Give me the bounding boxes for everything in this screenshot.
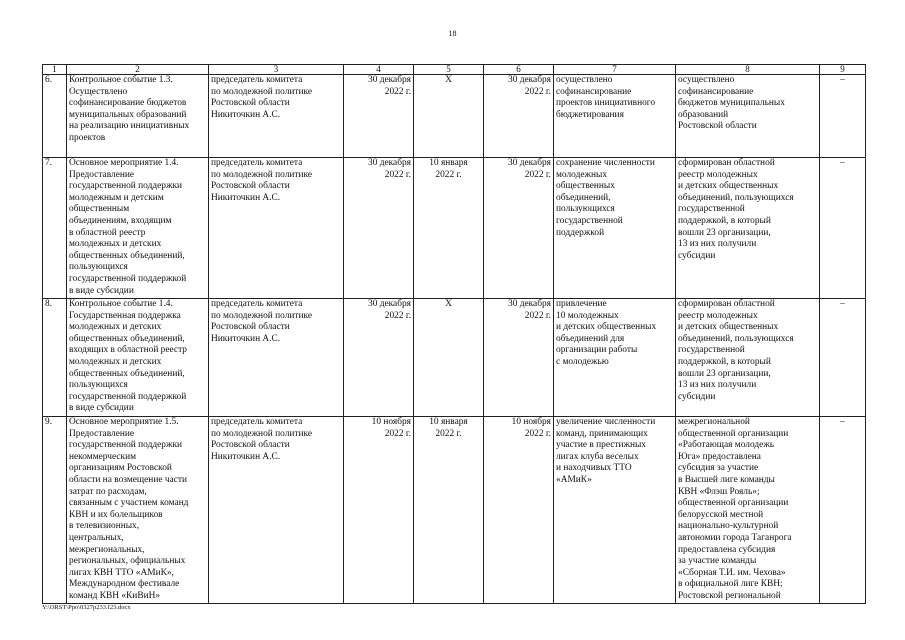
event-name: Контрольное событие 1.4. Государственная поддержка молодежных и детских общественных объединений, входящих в областной реестр молодежных и детских общественных объединений, пользующихся государственной поддержкой в виде субсидии xyxy=(67,299,209,417)
fact-start-date: X xyxy=(414,299,484,417)
col-header-9: 9 xyxy=(820,65,866,75)
responsible: председатель комитета по молодежной политике Ростовской области Никиточкин А.С. xyxy=(209,299,344,417)
planned-result: увеличение численности команд, принимающих участие в престижных лигах клуба веселых и находчивых ТТО «АМиК» xyxy=(554,417,676,604)
plan-end-date: 30 декабря 2022 г. xyxy=(344,158,414,299)
fact-end-date: 10 ноября 2022 г. xyxy=(484,417,554,604)
col-header-7: 7 xyxy=(554,65,676,75)
col-header-6: 6 xyxy=(484,65,554,75)
plan-end-date: 30 декабря 2022 г. xyxy=(344,299,414,417)
table-row xyxy=(43,75,866,158)
planned-result: привлечение 10 молодежных и детских общественных объединений для организации работы с молодежью xyxy=(554,299,676,417)
row-number: 9. xyxy=(43,417,67,604)
report-table xyxy=(42,64,866,604)
event-name: Основное мероприятие 1.5. Предоставление государственной поддержки некоммерческим организациям Ростовской области на возмещение части затрат по расходам, связанным с участием команд КВН и их болельщиков в телевизионных, центральных, межрегиональных, региональных, официальных лигах КВН ТТО «АМиК», Международном фестивале команд КВН «КиВиН» xyxy=(67,417,209,604)
problems: – xyxy=(820,158,866,299)
page-number: 18 xyxy=(448,29,457,38)
actual-result: межрегиональной общественной организации «Работающая молодежь Юга» предоставлена субсидия за участие в Высшей лиге команды КВН «Флэш Рояль»; общественной организации белорусской местной национально-культурной автономии города Таганрога предоставлена субсидия за участие команды «Сборная Т.И. им. Чехова» в официальной лиге КВН; Ростовской региональной xyxy=(676,417,820,604)
table-row xyxy=(43,299,866,417)
fact-end-date: 30 декабря 2022 г. xyxy=(484,299,554,417)
fact-start-date: 10 января 2022 г. xyxy=(414,158,484,299)
row-number: 7. xyxy=(43,158,67,299)
fact-start-date: X xyxy=(414,75,484,158)
col-header-4: 4 xyxy=(344,65,414,75)
plan-end-date: 30 декабря 2022 г. xyxy=(344,75,414,158)
event-name: Контрольное событие 1.3. Осуществлено софинансирование бюджетов муниципальных образований на реализацию инициативных проектов xyxy=(67,75,209,158)
responsible: председатель комитета по молодежной политике Ростовской области Никиточкин А.С. xyxy=(209,75,344,158)
planned-result: сохранение численности молодежных общественных объединений, пользующихся государственной поддержкой xyxy=(554,158,676,299)
table-row xyxy=(43,417,866,604)
col-header-5: 5 xyxy=(414,65,484,75)
problems: – xyxy=(820,417,866,604)
col-header-1: 1 xyxy=(43,65,67,75)
problems: – xyxy=(820,299,866,417)
actual-result: сформирован областной реестр молодежных и детских общественных объединений, пользующихся государственной поддержкой, в который вошли 23 организации, 13 из них получили субсидии xyxy=(676,299,820,417)
actual-result: осуществлено софинансирование бюджетов муниципальных образований Ростовской области xyxy=(676,75,820,158)
event-name: Основное мероприятие 1.4. Предоставление государственной поддержки молодежным и детским общественным объединениям, входящим в областной реестр молодежных и детских общественных объединений, пользующихся государственной поддержкой в виде субсидии xyxy=(67,158,209,299)
col-header-3: 3 xyxy=(209,65,344,75)
fact-start-date: 10 января 2022 г. xyxy=(414,417,484,604)
row-number: 6. xyxy=(43,75,67,158)
plan-end-date: 10 ноября 2022 г. xyxy=(344,417,414,604)
actual-result: сформирован областной реестр молодежных и детских общественных объединений, пользующихся государственной поддержкой, в который вошли 23 организации, 13 из них получили субсидии xyxy=(676,158,820,299)
problems: – xyxy=(820,75,866,158)
responsible: председатель комитета по молодежной политике Ростовской области Никиточкин А.С. xyxy=(209,158,344,299)
col-header-2: 2 xyxy=(67,65,209,75)
responsible: председатель комитета по молодежной политике Ростовской области Никиточкин А.С. xyxy=(209,417,344,604)
planned-result: осуществлено софинансирование проектов инициативного бюджетирования xyxy=(554,75,676,158)
table-row xyxy=(43,158,866,299)
fact-end-date: 30 декабря 2022 г. xyxy=(484,158,554,299)
col-header-8: 8 xyxy=(676,65,820,75)
header-row xyxy=(43,65,866,75)
row-number: 8. xyxy=(43,299,67,417)
footer-file-path: Y:\ORST\Ppo\0327p233.f23.docx xyxy=(42,604,131,611)
fact-end-date: 30 декабря 2022 г. xyxy=(484,75,554,158)
